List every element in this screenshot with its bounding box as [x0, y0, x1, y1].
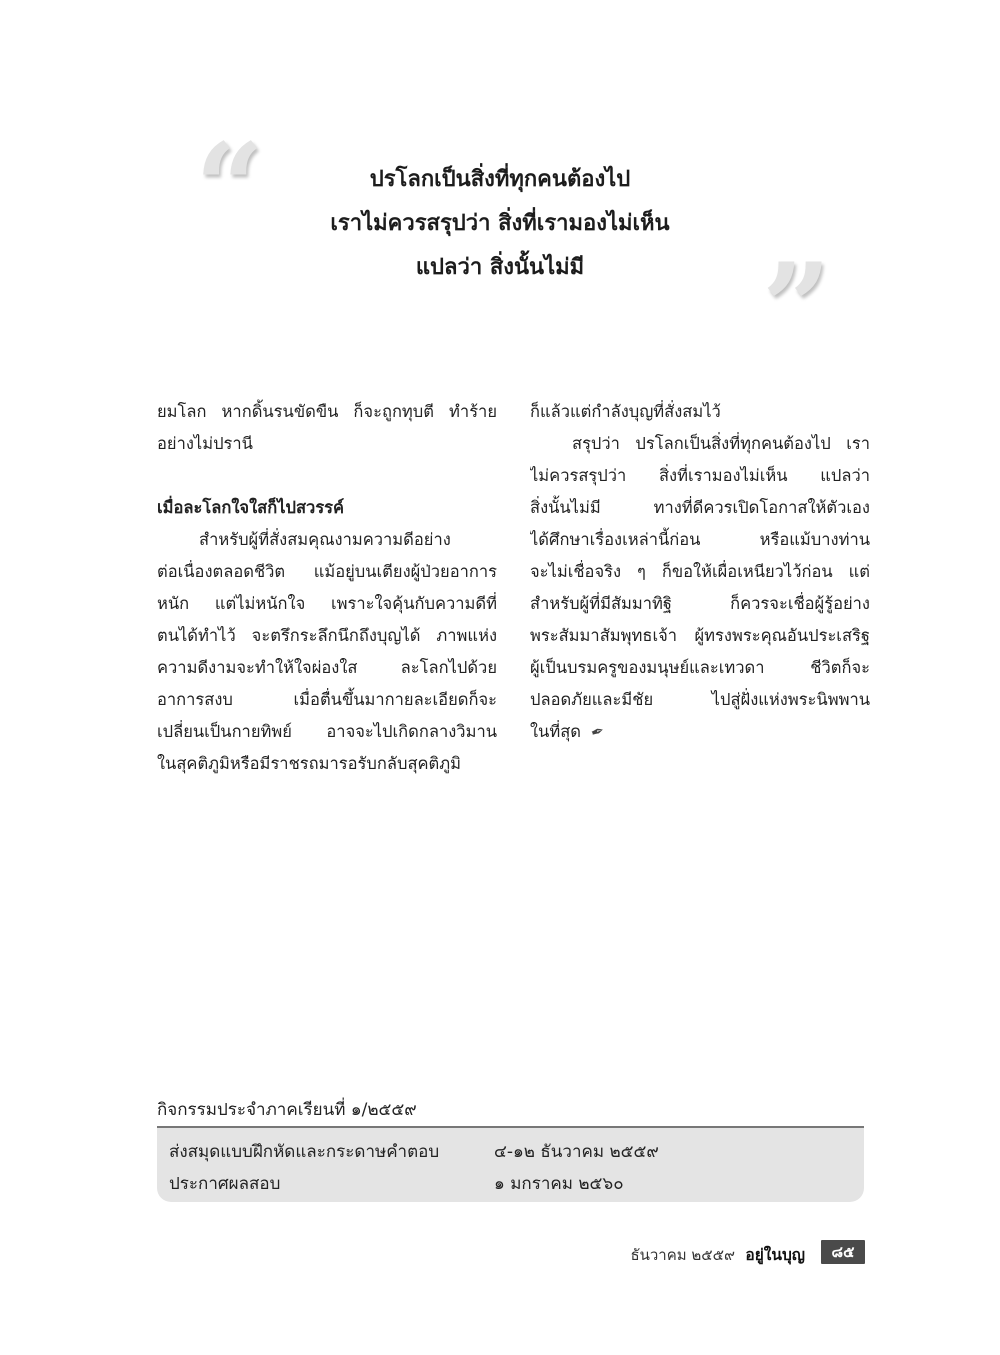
pull-quote-line: เราไม่ควรสรุปว่า สิ่งที่เรามองไม่เห็น	[330, 211, 670, 236]
schedule-date: ๑ มกราคม ๒๕๖๐	[494, 1174, 624, 1194]
pull-quote-line: ปรโลกเป็นสิ่งที่ทุกคนต้องไป	[369, 167, 631, 192]
body-line: หนัก แต่ไม่หนักใจ เพราะใจคุ้นกับความดีที่	[157, 594, 497, 613]
body-line: ตนได้ทำไว้ จะตรึกระลึกนึกถึงบุญได้ ภาพแห่ง	[157, 626, 497, 645]
page-footer	[600, 1240, 865, 1266]
body-line: สรุปว่า ปรโลกเป็นสิ่งที่ทุกคนต้องไป เรา	[572, 434, 870, 453]
quill-end-icon: ✒	[587, 720, 608, 743]
body-line: สิ่งนั้นไม่มี ทางที่ดีควรเปิดโอกาสให้ตัวเอง	[530, 498, 870, 517]
body-line: อย่างไม่ปรานี	[157, 434, 253, 453]
body-line: ก็แล้วแต่กำลังบุญที่สั่งสมไว้	[530, 402, 721, 421]
schedule-table	[157, 1128, 864, 1202]
body-line: สำหรับผู้ที่มีสัมมาทิฐิ ก็ควรจะเชื่อผู้รู้อย่าง	[530, 594, 870, 613]
issue-date: ธันวาคม ๒๕๕๙	[630, 1246, 735, 1264]
body-line: อาการสงบ เมื่อตื่นขึ้นมากายละเอียดก็จะ	[157, 690, 497, 709]
body-line-final	[530, 716, 870, 748]
body-line-text: ในที่สุด	[530, 722, 581, 741]
body-line: จะไม่เชื่อจริง ๆ ก็ขอให้เผื่อเหนียวไว้ก่อน แต่	[530, 562, 870, 581]
pull-quote-line: แปลว่า สิ่งนั้นไม่มี	[415, 255, 585, 280]
body-line: ไม่ควรสรุปว่า สิ่งที่เรามองไม่เห็น แปลว่า	[530, 466, 870, 485]
left-column	[157, 396, 497, 780]
section-heading: เมื่อละโลกใจใสก็ไปสวรรค์	[157, 498, 345, 517]
body-line: ได้ศึกษาเรื่องเหล่านี้ก่อน หรือแม้บางท่าน	[530, 530, 870, 549]
body-line: ผู้เป็นบรมครูของมนุษย์และเทวดา ชีวิตก็จะ	[530, 658, 870, 677]
pull-quote	[230, 158, 770, 290]
magazine-name: อยู่ในบุญ	[745, 1246, 805, 1264]
page-number: ๘๕	[821, 1240, 865, 1264]
open-quote-mark: “	[195, 117, 265, 258]
schedule-label: ประกาศผลสอบ	[169, 1174, 281, 1194]
schedule-label: ส่งสมุดแบบฝึกหัดและกระดาษคำตอบ	[169, 1142, 440, 1162]
body-line: พระสัมมาสัมพุทธเจ้า ผู้ทรงพระคุณอันประเสริฐ	[530, 626, 870, 645]
body-line: สำหรับผู้ที่สั่งสมคุณงามความดีอย่าง	[199, 530, 451, 549]
body-line: ในสุคติภูมิหรือมีราชรถมารอรับกลับสุคติภูมิ	[157, 754, 462, 773]
body-line: ปลอดภัยและมีชัย ไปสู่ฝั่งแห่งพระนิพพาน	[530, 690, 870, 709]
right-column	[530, 396, 870, 748]
schedule-title: กิจกรรมประจำภาคเรียนที่ ๑/๒๕๕๙	[157, 1100, 417, 1120]
body-line: ความดีงามจะทำให้ใจผ่องใส ละโลกไปด้วย	[157, 658, 497, 677]
body-line: ยมโลก หากดิ้นรนขัดขืน ก็จะถูกทุบตี ทำร้าย	[157, 402, 497, 421]
close-quote-mark: ”	[762, 237, 832, 378]
schedule-date: ๔-๑๒ ธันวาคม ๒๕๕๙	[494, 1142, 659, 1162]
body-line: เปลี่ยนเป็นกายทิพย์ อาจจะไปเกิดกลางวิมาน	[157, 722, 497, 741]
body-line: ต่อเนื่องตลอดชีวิต แม้อยู่บนเตียงผู้ป่วยอาการ	[157, 562, 497, 581]
